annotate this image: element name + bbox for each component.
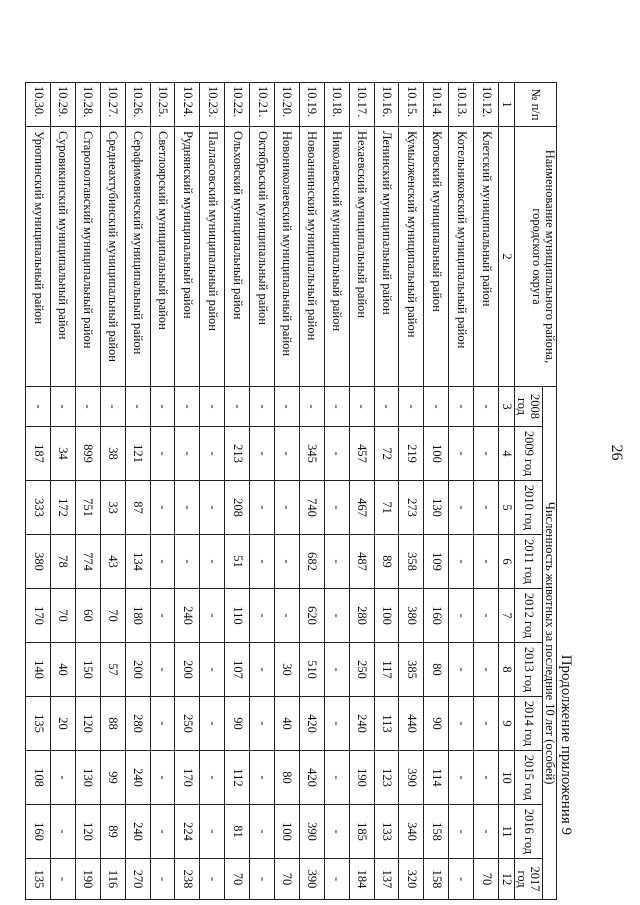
count-cell: 100 <box>424 427 449 481</box>
count-cell: - <box>200 697 225 751</box>
column-index: 6 <box>499 535 515 589</box>
count-cell: 170 <box>26 589 51 643</box>
count-cell: - <box>474 643 499 697</box>
count-cell: 467 <box>349 481 374 535</box>
count-cell: - <box>150 481 175 535</box>
count-cell: 240 <box>125 805 150 859</box>
count-cell: 160 <box>424 589 449 643</box>
count-cell: - <box>399 387 424 427</box>
column-index: 3 <box>499 387 515 427</box>
count-cell: 133 <box>374 805 399 859</box>
count-cell: 440 <box>399 697 424 751</box>
table-row <box>424 83 449 900</box>
column-index: 7 <box>499 589 515 643</box>
count-cell: - <box>324 481 349 535</box>
count-cell: 340 <box>399 805 424 859</box>
count-cell: 120 <box>75 805 100 859</box>
table-row <box>50 83 75 900</box>
count-cell: 107 <box>225 643 250 697</box>
count-cell: 137 <box>374 859 399 900</box>
count-cell: 70 <box>50 589 75 643</box>
count-cell: - <box>250 643 275 697</box>
district-name: Палласовский муниципальный район <box>200 127 225 387</box>
row-number: 10.24. <box>175 83 200 127</box>
count-cell: 280 <box>125 697 150 751</box>
column-index: 2 <box>499 127 515 387</box>
count-cell: 420 <box>299 697 324 751</box>
row-number: 10.19. <box>299 83 324 127</box>
district-name: Урюпинский муниципальный район <box>26 127 51 387</box>
count-cell: - <box>150 387 175 427</box>
table-row <box>274 83 299 900</box>
table-row <box>125 83 150 900</box>
table-row <box>200 83 225 900</box>
count-cell: 40 <box>274 697 299 751</box>
count-cell: 620 <box>299 589 324 643</box>
count-cell: 130 <box>424 481 449 535</box>
count-cell: 320 <box>399 859 424 900</box>
count-cell: 87 <box>125 481 150 535</box>
count-cell: - <box>150 589 175 643</box>
count-cell: 224 <box>175 805 200 859</box>
count-cell: 187 <box>26 427 51 481</box>
row-number: 10.26. <box>125 83 150 127</box>
count-cell: 240 <box>349 697 374 751</box>
count-cell: 70 <box>274 859 299 900</box>
count-cell: 390 <box>299 805 324 859</box>
table-row <box>399 83 424 900</box>
table-row <box>374 83 399 900</box>
count-cell: - <box>449 643 474 697</box>
count-cell: 238 <box>175 859 200 900</box>
count-cell: 100 <box>374 589 399 643</box>
count-cell: - <box>474 589 499 643</box>
count-cell: - <box>150 427 175 481</box>
count-cell: - <box>150 697 175 751</box>
count-cell: - <box>225 387 250 427</box>
table-row <box>349 83 374 900</box>
count-cell: - <box>274 387 299 427</box>
row-number: 10.23. <box>200 83 225 127</box>
count-cell: - <box>200 805 225 859</box>
district-name: Котовский муниципальный район <box>424 127 449 387</box>
district-name: Ольховский муниципальный район <box>225 127 250 387</box>
district-name: Ленинский муниципальный район <box>374 127 399 387</box>
count-cell: - <box>150 805 175 859</box>
count-cell: 70 <box>100 589 125 643</box>
count-cell: - <box>299 387 324 427</box>
count-cell: - <box>175 481 200 535</box>
count-cell: 89 <box>100 805 125 859</box>
count-cell: - <box>200 427 225 481</box>
count-cell: 420 <box>299 751 324 805</box>
count-cell: - <box>150 535 175 589</box>
table-row <box>474 83 499 900</box>
district-name: Светлоярский муниципальный район <box>150 127 175 387</box>
table-row <box>225 83 250 900</box>
count-cell: 200 <box>125 643 150 697</box>
count-cell: 250 <box>349 643 374 697</box>
count-cell: 30 <box>274 643 299 697</box>
district-name: Суровикинский муниципальный район <box>50 127 75 387</box>
count-cell: - <box>250 481 275 535</box>
row-number: 10.13. <box>449 83 474 127</box>
count-cell: 134 <box>125 535 150 589</box>
column-index: 5 <box>499 481 515 535</box>
column-index: 9 <box>499 697 515 751</box>
count-cell: - <box>200 481 225 535</box>
count-cell: 72 <box>374 427 399 481</box>
count-cell: 70 <box>225 859 250 900</box>
row-number: 10.28. <box>75 83 100 127</box>
table-row <box>299 83 324 900</box>
count-cell: 60 <box>75 589 100 643</box>
count-cell: 358 <box>399 535 424 589</box>
count-cell: - <box>274 481 299 535</box>
district-name: Октябрьский муниципальный район <box>250 127 275 387</box>
count-cell: - <box>324 751 349 805</box>
count-cell: 270 <box>125 859 150 900</box>
count-cell: - <box>424 387 449 427</box>
header-year: 2012 год <box>515 589 543 643</box>
row-number: 10.15. <box>399 83 424 127</box>
count-cell: - <box>474 751 499 805</box>
count-cell: - <box>50 859 75 900</box>
count-cell: 190 <box>349 751 374 805</box>
count-cell: 109 <box>424 535 449 589</box>
header-year: 2013 год <box>515 643 543 697</box>
count-cell: - <box>449 589 474 643</box>
count-cell: 89 <box>374 535 399 589</box>
row-number: 10.25. <box>150 83 175 127</box>
count-cell: - <box>474 535 499 589</box>
count-cell: 114 <box>424 751 449 805</box>
table-row <box>75 83 100 900</box>
count-cell: 123 <box>374 751 399 805</box>
count-cell: - <box>324 643 349 697</box>
count-cell: - <box>50 805 75 859</box>
count-cell: - <box>449 427 474 481</box>
count-cell: - <box>150 643 175 697</box>
header-year: 2017 год <box>515 859 543 900</box>
row-number: 10.21. <box>250 83 275 127</box>
column-index: 12 <box>499 859 515 900</box>
column-index: 1 <box>499 83 515 127</box>
count-cell: - <box>175 535 200 589</box>
count-cell: - <box>474 805 499 859</box>
count-cell: 273 <box>399 481 424 535</box>
count-cell: - <box>449 805 474 859</box>
count-cell: - <box>324 697 349 751</box>
count-cell: - <box>100 387 125 427</box>
district-name: Новоаннинский муниципальный район <box>299 127 324 387</box>
count-cell: - <box>250 751 275 805</box>
row-number: 10.16. <box>374 83 399 127</box>
count-cell: - <box>200 751 225 805</box>
count-cell: - <box>449 697 474 751</box>
column-index: 10 <box>499 751 515 805</box>
count-cell: - <box>75 387 100 427</box>
count-cell: 150 <box>75 643 100 697</box>
count-cell: 33 <box>100 481 125 535</box>
count-cell: 457 <box>349 427 374 481</box>
count-cell: 70 <box>474 859 499 900</box>
count-cell: - <box>175 427 200 481</box>
count-cell: 170 <box>175 751 200 805</box>
count-cell: - <box>250 387 275 427</box>
count-cell: 90 <box>225 697 250 751</box>
count-cell: - <box>449 751 474 805</box>
count-cell: - <box>125 387 150 427</box>
count-cell: - <box>250 589 275 643</box>
count-cell: - <box>200 859 225 900</box>
district-name: Старополтавский муниципальный район <box>75 127 100 387</box>
count-cell: 88 <box>100 697 125 751</box>
header-year: 2016 год <box>515 805 543 859</box>
count-cell: 81 <box>225 805 250 859</box>
count-cell: 80 <box>424 643 449 697</box>
count-cell: - <box>474 387 499 427</box>
column-index: 8 <box>499 643 515 697</box>
count-cell: 333 <box>26 481 51 535</box>
count-cell: - <box>474 481 499 535</box>
count-cell: 80 <box>274 751 299 805</box>
count-cell: - <box>449 535 474 589</box>
count-cell: - <box>274 589 299 643</box>
count-cell: 135 <box>26 859 51 900</box>
count-cell: - <box>250 697 275 751</box>
count-cell: - <box>50 387 75 427</box>
count-cell: - <box>324 805 349 859</box>
count-cell: 43 <box>100 535 125 589</box>
count-cell: 160 <box>26 805 51 859</box>
count-cell: - <box>349 387 374 427</box>
header-group-title: Численность животных за последние 10 лет (особей) <box>543 387 557 900</box>
count-cell: 90 <box>424 697 449 751</box>
count-cell: - <box>250 427 275 481</box>
count-cell: 40 <box>50 643 75 697</box>
column-index: 11 <box>499 805 515 859</box>
count-cell: 172 <box>50 481 75 535</box>
district-name: Николаевский муниципальный район <box>324 127 349 387</box>
count-cell: - <box>374 387 399 427</box>
count-cell: 213 <box>225 427 250 481</box>
count-cell: 20 <box>50 697 75 751</box>
count-cell: 185 <box>349 805 374 859</box>
count-cell: 219 <box>399 427 424 481</box>
row-number: 10.20. <box>274 83 299 127</box>
district-name: Котельниковский муниципальный район <box>449 127 474 387</box>
count-cell: 38 <box>100 427 125 481</box>
count-cell: 51 <box>225 535 250 589</box>
count-cell: - <box>449 481 474 535</box>
district-name: Новониколаевский муниципальный район <box>274 127 299 387</box>
count-cell: 200 <box>175 643 200 697</box>
row-number: 10.18. <box>324 83 349 127</box>
count-cell: - <box>274 427 299 481</box>
row-number: 10.27. <box>100 83 125 127</box>
count-cell: 240 <box>175 589 200 643</box>
count-cell: 57 <box>100 643 125 697</box>
page-number: 26 <box>608 444 625 461</box>
count-cell: - <box>175 387 200 427</box>
count-cell: 120 <box>75 697 100 751</box>
count-cell: 380 <box>399 589 424 643</box>
count-cell: - <box>324 535 349 589</box>
count-cell: - <box>324 589 349 643</box>
table-row <box>26 83 51 900</box>
column-index: 4 <box>499 427 515 481</box>
count-cell: 180 <box>125 589 150 643</box>
count-cell: - <box>324 859 349 900</box>
count-cell: - <box>324 387 349 427</box>
count-cell: 71 <box>374 481 399 535</box>
count-cell: - <box>200 589 225 643</box>
count-cell: 117 <box>374 643 399 697</box>
count-cell: - <box>200 387 225 427</box>
count-cell: - <box>250 805 275 859</box>
count-cell: 135 <box>26 697 51 751</box>
count-cell: 130 <box>75 751 100 805</box>
count-cell: 380 <box>26 535 51 589</box>
count-cell: 390 <box>299 859 324 900</box>
count-cell: - <box>324 427 349 481</box>
count-cell: 385 <box>399 643 424 697</box>
district-name: Серафимовичский муниципальный район <box>125 127 150 387</box>
wildlife-count-table <box>25 82 557 900</box>
count-cell: - <box>250 535 275 589</box>
count-cell: - <box>150 751 175 805</box>
count-cell: 34 <box>50 427 75 481</box>
row-number: 10.14. <box>424 83 449 127</box>
table-row <box>150 83 175 900</box>
table-row <box>449 83 474 900</box>
count-cell: 487 <box>349 535 374 589</box>
header-col-no: № п/п <box>515 83 557 127</box>
table-row <box>250 83 275 900</box>
count-cell: 78 <box>50 535 75 589</box>
continuation-label: Продолжение приложения 9 <box>558 654 574 835</box>
count-cell: 100 <box>274 805 299 859</box>
count-cell: 121 <box>125 427 150 481</box>
count-cell: - <box>50 751 75 805</box>
district-name: Кумылженский муниципальный район <box>399 127 424 387</box>
count-cell: - <box>200 643 225 697</box>
count-cell: - <box>449 387 474 427</box>
header-year: 2015 год <box>515 751 543 805</box>
row-number: 10.30. <box>26 83 51 127</box>
count-cell: 184 <box>349 859 374 900</box>
count-cell: 116 <box>100 859 125 900</box>
count-cell: 112 <box>225 751 250 805</box>
row-number: 10.17. <box>349 83 374 127</box>
table-row <box>324 83 349 900</box>
count-cell: 158 <box>424 805 449 859</box>
district-name: Среднеахтубинский муниципальный район <box>100 127 125 387</box>
count-cell: 774 <box>75 535 100 589</box>
table-row <box>100 83 125 900</box>
table-row <box>175 83 200 900</box>
count-cell: - <box>26 387 51 427</box>
header-year: 2008 год <box>515 387 543 427</box>
count-cell: 345 <box>299 427 324 481</box>
count-cell: 899 <box>75 427 100 481</box>
count-cell: - <box>150 859 175 900</box>
count-cell: 208 <box>225 481 250 535</box>
count-cell: - <box>250 859 275 900</box>
row-number: 10.29. <box>50 83 75 127</box>
count-cell: - <box>274 535 299 589</box>
count-cell: 390 <box>399 751 424 805</box>
row-number: 10.12. <box>474 83 499 127</box>
district-name: Нехаевский муниципальный район <box>349 127 374 387</box>
header-year: 2011 год <box>515 535 543 589</box>
count-cell: 99 <box>100 751 125 805</box>
count-cell: 110 <box>225 589 250 643</box>
count-cell: 510 <box>299 643 324 697</box>
header-year: 2014 год <box>515 697 543 751</box>
count-cell: 140 <box>26 643 51 697</box>
count-cell: - <box>449 859 474 900</box>
count-cell: 250 <box>175 697 200 751</box>
count-cell: 240 <box>125 751 150 805</box>
count-cell: 751 <box>75 481 100 535</box>
count-cell: 682 <box>299 535 324 589</box>
count-cell: 158 <box>424 859 449 900</box>
header-year: 2010 год <box>515 481 543 535</box>
district-name: Клетский муниципальный район <box>474 127 499 387</box>
count-cell: - <box>474 697 499 751</box>
district-name: Руднянский муниципальный район <box>175 127 200 387</box>
count-cell: 113 <box>374 697 399 751</box>
count-cell: 740 <box>299 481 324 535</box>
count-cell: 280 <box>349 589 374 643</box>
count-cell: 190 <box>75 859 100 900</box>
count-cell: - <box>474 427 499 481</box>
header-year: 2009 год <box>515 427 543 481</box>
row-number: 10.22. <box>225 83 250 127</box>
count-cell: 108 <box>26 751 51 805</box>
header-col-name: Наименование муниципального района, городского округа <box>515 127 557 387</box>
count-cell: - <box>200 535 225 589</box>
